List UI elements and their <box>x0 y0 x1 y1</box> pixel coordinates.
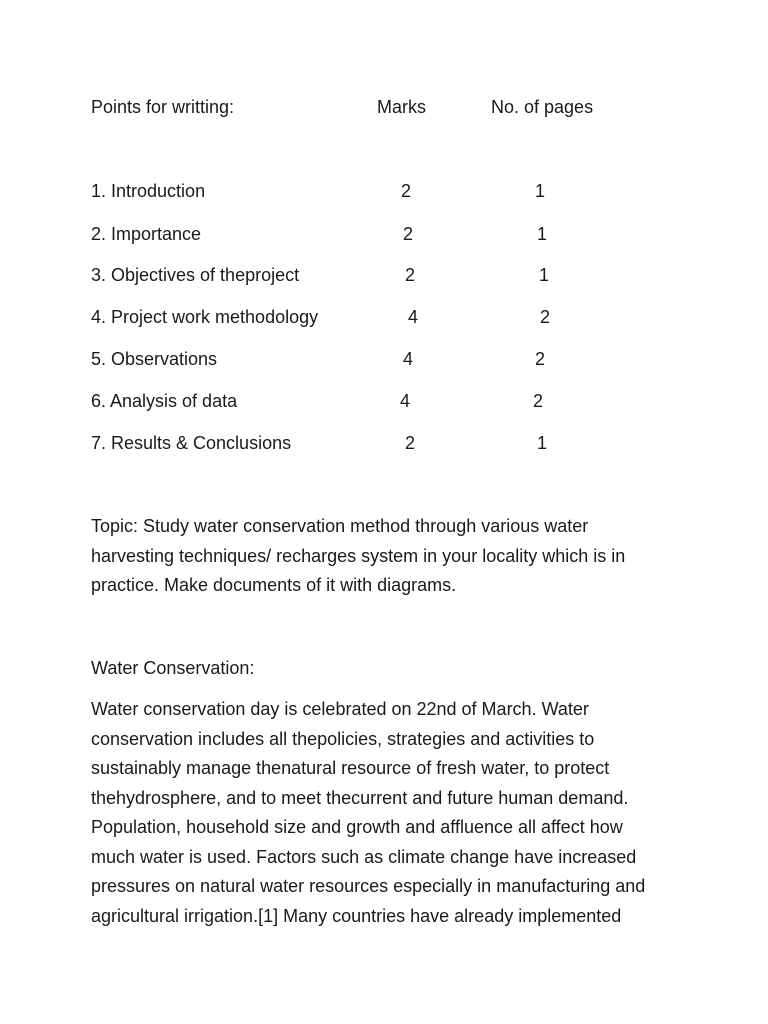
row-marks: 4 <box>400 391 411 411</box>
row-marks: 2 <box>405 433 416 453</box>
body-line: conservation includes all thepolicies, strategies and activities to <box>91 728 595 749</box>
row-label: 5. Observations <box>91 349 218 369</box>
topic-line: Topic: Study water conservation method through various water <box>91 516 589 536</box>
header-points: Points for writting: <box>91 97 235 117</box>
row-label: 6. Analysis of data <box>91 391 238 411</box>
topic-line: practice. Make documents of it with diagrams. <box>91 575 457 595</box>
body-line: thehydrosphere, and to meet thecurrent and future human demand. <box>91 787 629 808</box>
row-pages: 2 <box>533 391 544 411</box>
row-marks: 4 <box>408 307 419 327</box>
header-pages: No. of pages <box>491 97 594 117</box>
row-label: 2. Importance <box>91 224 202 244</box>
row-label: 4. Project work methodology <box>91 307 319 327</box>
body-line: agricultural irrigation.[1] Many countries have already implemented <box>91 905 622 926</box>
row-pages: 2 <box>540 307 551 327</box>
row-marks: 4 <box>403 349 414 369</box>
row-marks: 2 <box>401 181 412 201</box>
row-pages: 1 <box>537 433 548 453</box>
row-pages: 1 <box>535 181 546 201</box>
row-label: 7. Results & Conclusions <box>91 433 292 453</box>
section-heading: Water Conservation: <box>91 658 255 678</box>
row-label: 1. Introduction <box>91 181 206 201</box>
body-line: Water conservation day is celebrated on 22nd of March. Water <box>91 699 589 719</box>
row-label: 3. Objectives of theproject <box>91 265 300 285</box>
row-pages: 1 <box>539 265 550 285</box>
header-marks: Marks <box>377 97 426 117</box>
topic-paragraph <box>91 512 691 601</box>
topic-line: harvesting techniques/ recharges system in your locality which is in <box>91 545 626 566</box>
body-line: sustainably manage thenatural resource of fresh water, to protect <box>91 758 610 778</box>
row-marks: 2 <box>405 265 416 285</box>
body-line: pressures on natural water resources especially in manufacturing and <box>91 876 646 896</box>
body-line: much water is used. Factors such as climate change have increased <box>91 846 637 867</box>
row-marks: 2 <box>403 224 414 244</box>
body-line: Population, household size and growth and affluence all affect how <box>91 817 623 837</box>
row-pages: 1 <box>537 224 548 244</box>
section-paragraph <box>91 695 691 931</box>
row-pages: 2 <box>535 349 546 369</box>
